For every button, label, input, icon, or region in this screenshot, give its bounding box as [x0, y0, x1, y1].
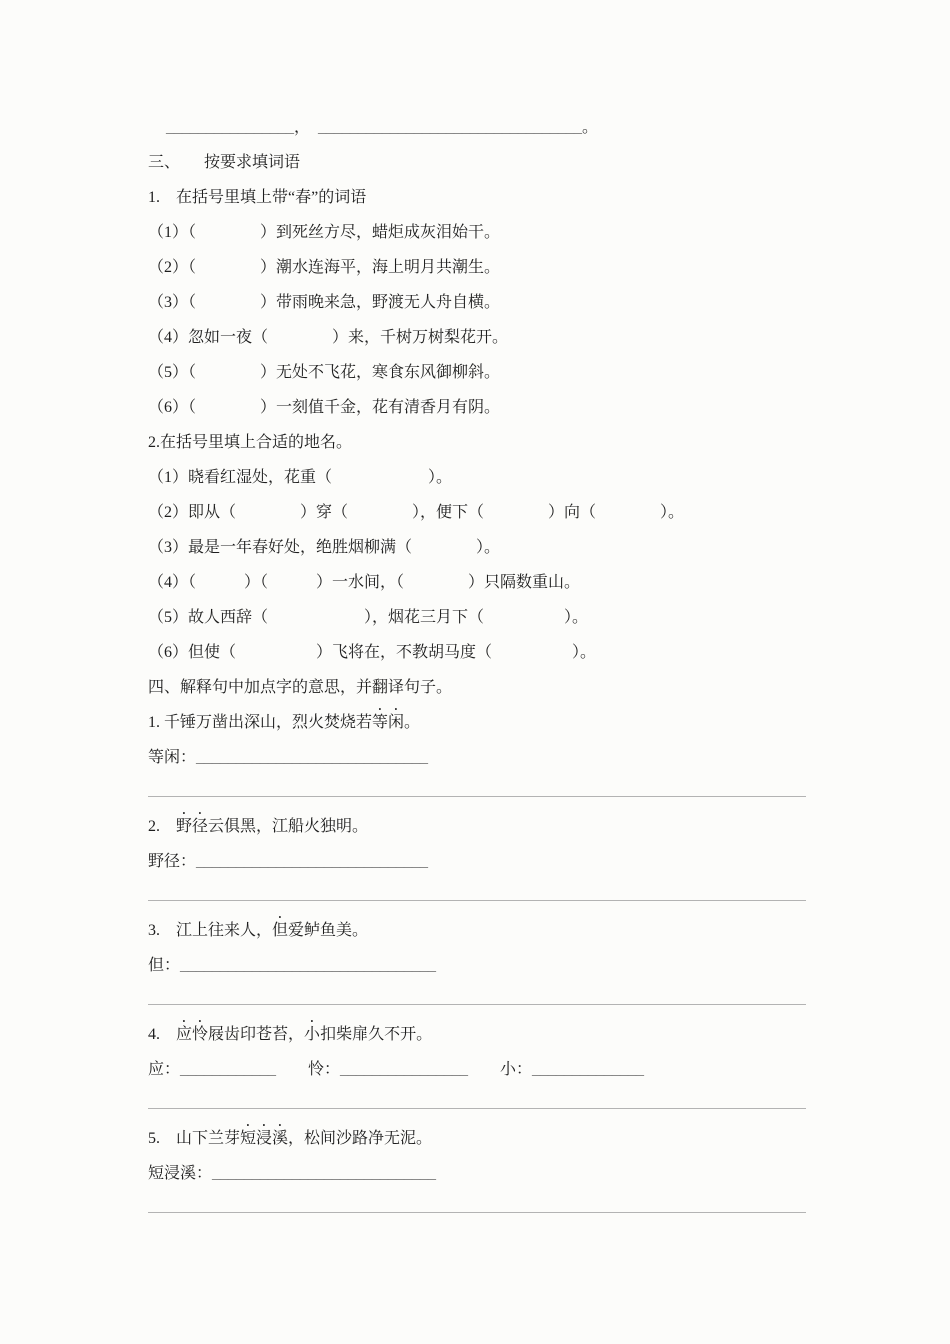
explain-item [148, 1017, 806, 1109]
sentence-text: 屐齿印苍苔， [208, 1026, 305, 1043]
q1-fill-blank-list [148, 215, 806, 425]
answer-blank: _________________________________ [318, 119, 583, 136]
fill-blank-line: （5）故人西辞（ ），烟花三月下（ ）。 [148, 609, 589, 626]
answer-blank: ________________________________ [180, 957, 437, 974]
answer-blank: ____________ [180, 1061, 277, 1078]
emphasized-chars: 短浸溪 [240, 1130, 289, 1147]
sentence-text: 5. 山下兰芽 [148, 1130, 241, 1147]
section4-heading: 四、解释句中加点字的意思，并翻译句子。 [148, 679, 453, 696]
emphasized-chars: 应怜 [176, 1026, 209, 1043]
fill-blank-line: （4）（ ）（ ）一水间，（ ）只隔数重山。 [148, 574, 581, 591]
emphasized-chars: 但 [272, 922, 289, 939]
emphasized-chars: 野径 [176, 818, 209, 835]
answer-blank: _____________________________ [196, 853, 429, 870]
divider [148, 900, 806, 901]
explain-item [148, 1121, 806, 1213]
answer-line: 野径：_____________________________ [148, 853, 429, 870]
explain-item [148, 913, 806, 1005]
section3-q1-title: 1. 在括号里填上带“春”的词语 [148, 189, 367, 206]
fill-blank-line: （4）忽如一夜（ ）来，千树万树梨花开。 [148, 329, 509, 346]
divider [148, 1004, 806, 1005]
poem-sentence [148, 809, 806, 844]
section3-heading: 三、 按要求填词语 [148, 154, 301, 171]
divider [148, 796, 806, 797]
answer-blank: _____________________________ [196, 749, 429, 766]
fill-blank-line: （1）（ ）到死丝方尽，蜡炬成灰泪始干。 [148, 224, 501, 241]
sentence-text: 扣柴扉久不开。 [320, 1026, 433, 1043]
answer-blank: ________________ [166, 119, 294, 136]
sentence-text: 。 [404, 714, 421, 731]
opening-answer-line: ________________， _________________________________。 [166, 119, 599, 136]
explain-item [148, 705, 806, 797]
answer-line: 但：________________________________ [148, 957, 437, 974]
section-4 [148, 670, 806, 1213]
fill-blank-line: （2）即从（ ）穿（ ），便下（ ）向（ ）。 [148, 504, 685, 521]
sentence-text: 2. [148, 818, 177, 835]
answer-blank: ____________________________ [212, 1165, 437, 1182]
fill-blank-line: （3）（ ）带雨晚来急，野渡无人舟自横。 [148, 294, 501, 311]
section4-items [148, 705, 806, 1213]
answer-line: 应：____________ 怜：________________ 小：______________ [148, 1061, 645, 1078]
answer-line: 短浸溪：____________________________ [148, 1165, 437, 1182]
sentence-text: 云俱黑，江船火独明。 [208, 818, 369, 835]
poem-sentence [148, 913, 806, 948]
sentence-text: 4. [148, 1026, 177, 1043]
fill-blank-line: （6）（ ）一刻值千金，花有清香月有阴。 [148, 399, 501, 416]
section-3 [148, 145, 806, 670]
poem-sentence [148, 1017, 806, 1052]
answer-line: 等闲：_____________________________ [148, 749, 429, 766]
fill-blank-line: （5）（ ）无处不飞花，寒食东风御柳斜。 [148, 364, 501, 381]
divider [148, 1212, 806, 1213]
answer-blank: ________________ [340, 1061, 469, 1078]
sentence-text: 1. 千锤万凿出深山，烈火焚烧若 [148, 714, 373, 731]
divider [148, 1108, 806, 1109]
emphasized-chars: 小 [304, 1026, 321, 1043]
sentence-text: 3. 江上往来人， [148, 922, 273, 939]
poem-sentence [148, 705, 806, 740]
fill-blank-line: （3）最是一年春好处，绝胜烟柳满（ ）。 [148, 539, 501, 556]
q2-fill-blank-list [148, 460, 806, 670]
poem-sentence [148, 1121, 806, 1156]
emphasized-chars: 等闲 [372, 714, 405, 731]
section3-q2-title: 2.在括号里填上合适的地名。 [148, 434, 353, 451]
explain-item [148, 809, 806, 901]
fill-blank-line: （1）晓看红湿处，花重（ ）。 [148, 469, 453, 486]
sentence-text: 爱鲈鱼美。 [288, 922, 369, 939]
fill-blank-line: （6）但使（ ）飞将在，不教胡马度（ ）。 [148, 644, 597, 661]
answer-blank: ______________ [532, 1061, 645, 1078]
fill-blank-line: （2）（ ）潮水连海平，海上明月共潮生。 [148, 259, 501, 276]
sentence-text: ，松间沙路净无泥。 [288, 1130, 433, 1147]
